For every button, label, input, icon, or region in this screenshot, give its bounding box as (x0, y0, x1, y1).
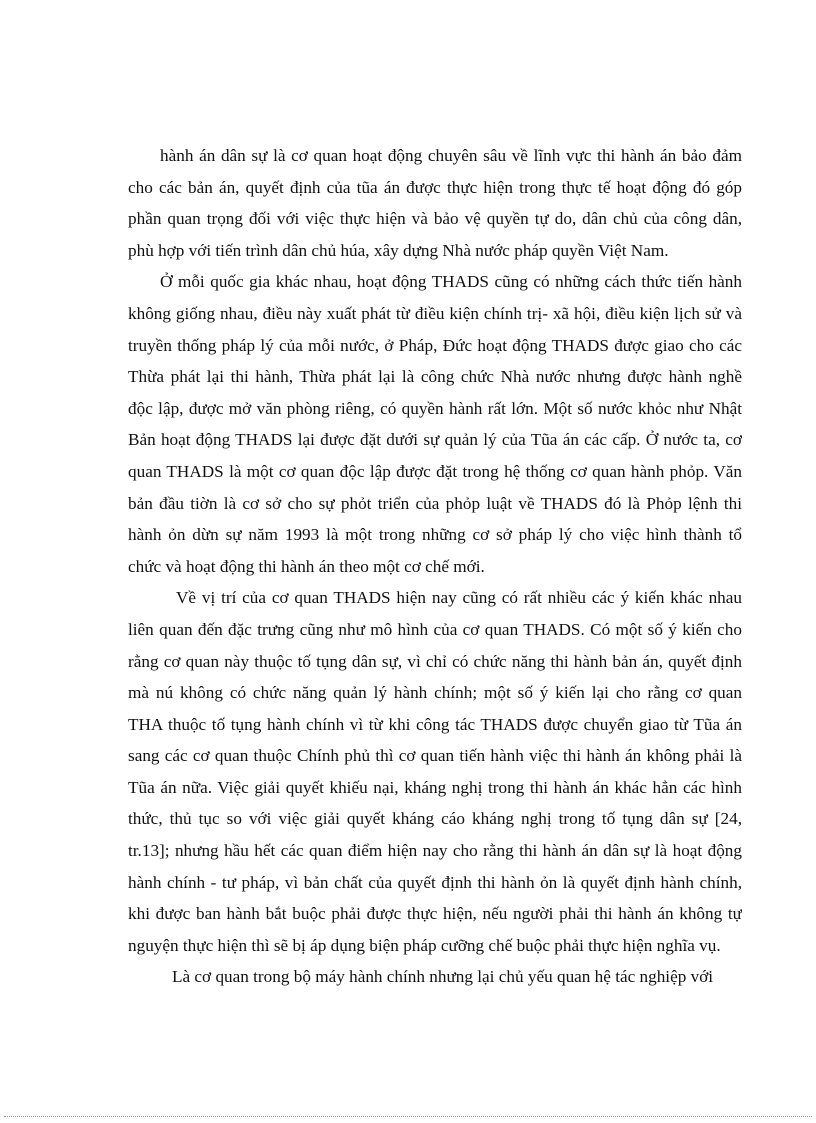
body-text (128, 140, 742, 993)
text-line: độc lập, được mở văn phòng riêng, có quyền hành rất lớn. Một số nước khỏc như Nhật (128, 398, 742, 418)
paragraph-3 (128, 582, 742, 961)
text-line: Là cơ quan trong bộ máy hành chính nhưng lại chủ yếu quan hệ tác nghiệp với (172, 967, 714, 987)
text-line: hành ỏn dừn sự năm 1993 là một trong những cơ sở pháp lý cho việc hình thành tổ (128, 525, 742, 545)
text-line: Bản hoạt động THADS lại được đặt dưới sự quản lý của Tũa án các cấp. Ở nước ta, cơ (128, 430, 742, 450)
text-line: phần quan trọng đối với việc thực hiện và bảo vệ quyền tự do, dân chủ của công dân, (128, 209, 742, 229)
text-line: không giống nhau, điều này xuất phát từ điều kiện chính trị- xã hội, điều kiện lịch sử và (128, 303, 742, 323)
text-line: bản đầu tiờn là cơ sở cho sự phỏt triển của phỏp luật về THADS đó là Phỏp lệnh thi (128, 493, 742, 513)
text-line: hành chính - tư pháp, vì bản chất của quyết định thi hành ỏn là quyết định hành chính, (128, 872, 742, 892)
text-line: truyền thống pháp lý của mỗi nước, ở Pháp, Đức hoạt động THADS được giao cho các (128, 335, 742, 355)
paragraph-4 (128, 961, 742, 993)
text-line: Tũa án nữa. Việc giải quyết khiếu nại, kháng nghị trong thi hành án khác hẳn các hình (128, 777, 742, 797)
text-line: thức, thủ tục so với việc giải quyết kháng cáo kháng nghị trong tố tụng dân sự [24, (128, 809, 742, 829)
text-line: Về vị trí của cơ quan THADS hiện nay cũng có rất nhiều các ý kiến khác nhau (176, 588, 742, 608)
text-line: nguyện thực hiện thì sẽ bị áp dụng biện pháp cưỡng chế buộc phải thực hiện nghĩa vụ. (128, 935, 721, 955)
text-line: rằng cơ quan này thuộc tố tụng dân sự, vì chỉ có chức năng thi hành bản án, quyết định (128, 651, 742, 671)
text-line: cho các bản án, quyết định của tũa án được thực hiện trong thực tế hoạt động đó góp (128, 177, 742, 197)
page-bottom-dotted-line (4, 1116, 812, 1117)
text-line: Thừa phát lại thi hành, Thừa phát lại là công chức Nhà nước nhưng được hành nghề (128, 367, 742, 387)
text-line: chức và hoạt động thi hành án theo một cơ chế mới. (128, 556, 485, 576)
text-line: phù hợp với tiến trình dân chủ húa, xây dựng Nhà nước pháp quyền Việt Nam. (128, 240, 669, 260)
paragraph-2 (128, 266, 742, 582)
text-line: Ở mỗi quốc gia khác nhau, hoạt động THADS cũng có những cách thức tiến hành (160, 272, 742, 292)
paragraph-1 (128, 140, 742, 266)
text-line: mà nú không có chức năng quản lý hành chính; một số ý kiến lại cho rằng cơ quan (128, 683, 742, 703)
text-line: quan THADS là một cơ quan độc lập được đặt trong hệ thống cơ quan hành phỏp. Văn (128, 461, 742, 481)
text-line: tr.13]; nhưng hầu hết các quan điểm hiện nay cho rằng thi hành án dân sự là hoạt động (128, 841, 742, 861)
text-line: THA thuộc tố tụng hành chính vì từ khi công tác THADS được chuyển giao từ Tũa án (128, 714, 742, 734)
text-line: khi được ban hành bắt buộc phải được thực hiện, nếu người phải thi hành án không tự (128, 904, 742, 924)
text-line: hành án dân sự là cơ quan hoạt động chuyên sâu về lĩnh vực thi hành án bảo đảm (160, 146, 742, 165)
text-line: sang các cơ quan thuộc Chính phủ thì cơ quan tiến hành việc thi hành án không phải là (128, 746, 742, 766)
text-line: liên quan đến đặc trưng cũng như mô hình của cơ quan THADS. Có một số ý kiến cho (128, 619, 742, 639)
